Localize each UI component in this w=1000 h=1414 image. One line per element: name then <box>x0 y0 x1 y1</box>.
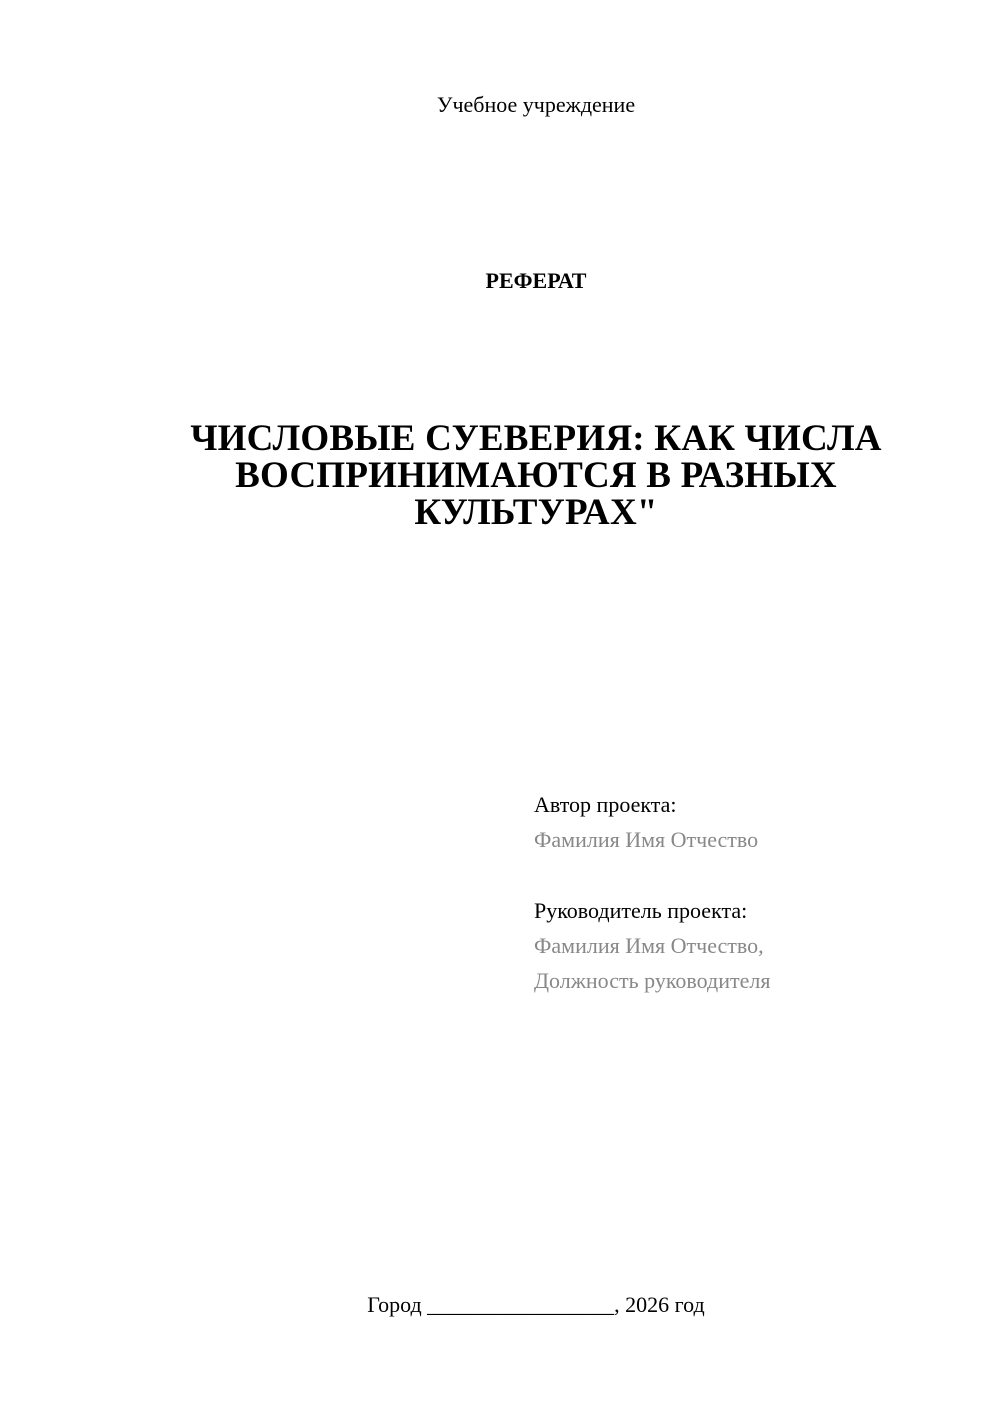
document-type-label: РЕФЕРАТ <box>485 268 587 293</box>
author-name-placeholder: Фамилия Имя Отчество <box>534 827 759 852</box>
title-line: ВОСПРИНИМАЮТСЯ В РАЗНЫХ <box>235 455 837 496</box>
author-label: Автор проекта: <box>534 792 677 817</box>
supervisor-position-placeholder: Должность руководителя <box>534 968 771 993</box>
document-title <box>160 420 912 531</box>
supervisor-block <box>534 893 974 998</box>
institution-name: Учебное учреждение <box>436 92 636 117</box>
supervisor-name-placeholder: Фамилия Имя Отчество, <box>534 933 764 958</box>
supervisor-label: Руководитель проекта: <box>534 898 748 923</box>
title-line: КУЛЬТУРАХ" <box>414 492 658 533</box>
city-year-line: Город _________________, 2026 год <box>367 1292 705 1317</box>
title-line: ЧИСЛОВЫЕ СУЕВЕРИЯ: КАК ЧИСЛА <box>190 418 882 459</box>
author-block <box>534 787 974 857</box>
